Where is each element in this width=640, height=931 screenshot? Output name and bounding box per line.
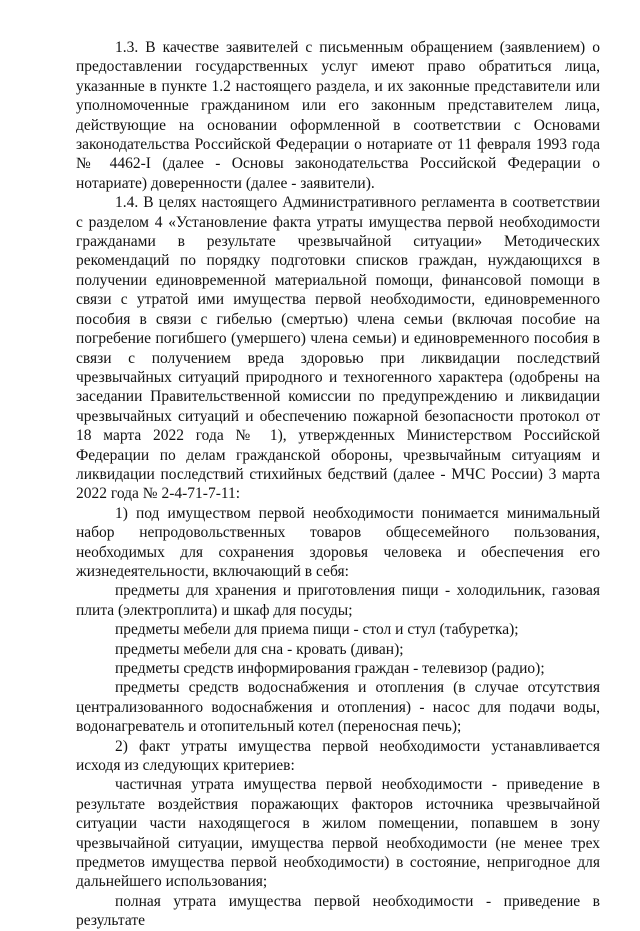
paragraph-1-4: 1.4. В целях настоящего Административного регламента в соответствии с разделом 4 «Установление факта утраты имущества первой необходимости гражданами в результате чрезвычайной ситуации» Методических рекомендаций по порядку подготовки списков граждан, нуждающихся в получении единовременной материальной помощи, финансовой помощи в связи с утратой ими имущества первой необходимости, единовременного пособия в связи с гибелью (смертью) члена семьи (включая пособие на погребение погибшего (умершего) члена семьи) и единовременного пособия в связи с получением вреда здоровью при ликвидации последствий чрезвычайных ситуаций природного и техногенного характера (одобрены на заседании Правительственной комиссии по предупреждению и ликвидации чрезвычайных ситуаций и обеспечению пожарной безопасности протокол от 18 марта 2022 года № 1), утвержденных Министерством Российской Федерации по делам гражданской обороны, чрезвычайным ситуациям и ликвидации последствий стихийных бедствий (далее - МЧС России) 3 марта 2022 года № 2-4-71-7-11: <box>76 194 600 503</box>
paragraph-dining-furniture: предметы мебели для приема пищи - стол и стул (табуретка); <box>115 621 519 639</box>
paragraph-information-means: предметы средств информирования граждан - телевизор (радио); <box>115 660 545 677</box>
paragraph-full-loss: полная утрата имущества первой необходимости - приведение в результате <box>76 892 600 930</box>
paragraph-item-2: 2) факт утраты имущества первой необходимости устанавливается исходя из следующих критериев: <box>76 737 600 775</box>
paragraph-1-3: 1.3. В качестве заявителей с письменным обращением (заявлением) о предоставлении государственных услуг имеют право обратиться лица, указанные в пункте 1.2 настоящего раздела, и их законные представители или уполномоченные гражданином или его законным представителем лица, действующие на основании оформленной в соответствии с Основами законодательства Российской Федерации о нотариате от 11 февраля 1993 года № 4462-I (далее - Основы законодательства Российской Федерации о нотариате) доверенности (далее - заявители). <box>76 39 600 192</box>
paragraph-food-storage: предметы для хранения и приготовления пищи - холодильник, газовая плита (электроплита) и шкаф для посуды; <box>76 582 600 619</box>
paragraph-partial-loss: частичная утрата имущества первой необходимости - приведение в результате воздействия поражающих факторов источника чрезвычайной ситуации части находящегося в жилом помещении, попавшем в зону чрезвычайной ситуации, имущества первой необходимости (не менее трех предметов имущества первой необходимости) в состояние, непригодное для дальнейшего использования; <box>76 776 600 891</box>
paragraph-item-1: 1) под имуществом первой необходимости понимается минимальный набор непродовольственных товаров общесемейного пользования, необходимых для сохранения здоровья человека и обеспечения его жизнедеятельности, включающий в себя: <box>76 504 600 580</box>
paragraph-water-heating: предметы средств водоснабжения и отопления (в случае отсутствия централизованного водоснабжения и отопления) - насос для подачи воды, водонагреватель и отопительный котел (переносная печь); <box>76 679 600 736</box>
paragraph-sleeping-furniture: предметы мебели для сна - кровать (диван); <box>115 640 404 658</box>
document-body <box>76 38 600 931</box>
